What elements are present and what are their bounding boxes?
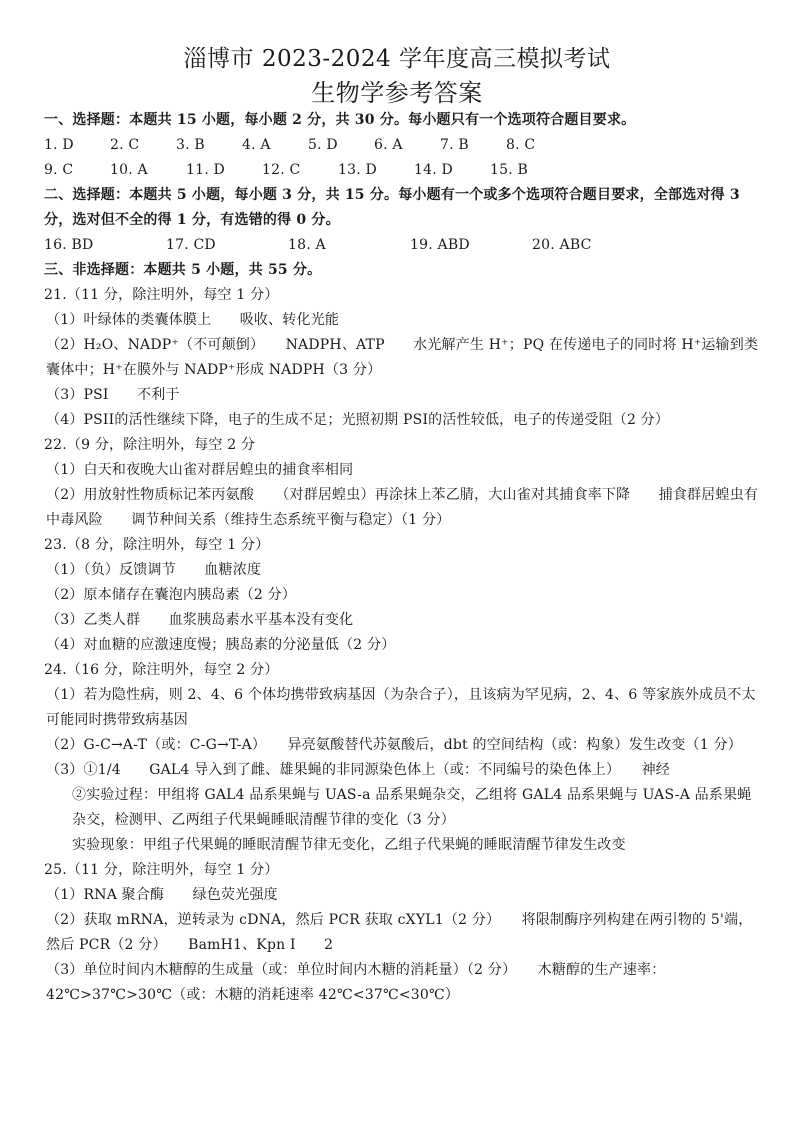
- answer-item: 3. B: [176, 137, 205, 153]
- answer-item: 14. D: [414, 162, 453, 178]
- answer-item: 4. A: [242, 137, 271, 153]
- q23-part3: （3）乙类人群 血浆胰岛素水平基本没有变化: [46, 612, 354, 628]
- section3-heading: 三、非选择题：本题共 5 小题，共 55 分。: [44, 262, 322, 278]
- q23-part4: （4）对血糖的应激速度慢；胰岛素的分泌量低（2 分）: [46, 637, 396, 653]
- answer-item: 5. D: [308, 137, 338, 153]
- answer-item: 19. ABD: [410, 237, 470, 253]
- q25-part3: （3）单位时间内木糖醇的生成量（或：单位时间内木糖的消耗量）（2 分） 木糖醇的生产速率：42℃>37℃>30℃（或：木糖的消耗速率 42℃<37℃<30℃）: [46, 962, 666, 1003]
- q21-part3: （3）PSI 不利于: [46, 387, 180, 403]
- answer-item: 18. A: [288, 237, 326, 253]
- q24-part2: （2）G-C→A-T（或：C-G→T-A） 异亮氨酸替代苏氨酸后，dbt 的空间结构（或：构象）发生改变（1 分）: [46, 737, 742, 753]
- answer-item: 8. C: [506, 137, 536, 153]
- answer-item: 9. C: [44, 162, 74, 178]
- q24-head: 24.（16 分，除注明外，每空 2 分）: [44, 662, 279, 678]
- section1-row1: [44, 133, 762, 158]
- section2-answers: [44, 233, 762, 258]
- q24-part4: ②实验过程：甲组将 GAL4 品系果蝇与 UAS-a 品系果蝇杂交，乙组将 GAL4 品系果蝇与 UAS-A 品系果蝇杂交，检测甲、乙两组子代果蝇睡眠清醒节律的变化（3 分）: [72, 787, 752, 828]
- answer-item: 20. ABC: [532, 237, 592, 253]
- q22-part2: （2）用放射性物质标记苯丙氨酸 （对群居蝗虫）再涂抹上苯乙腈，大山雀对其捕食率下降 捕食群居蝗虫有中毒风险 调节种间关系（维持生态系统平衡与稳定）（1 分）: [46, 487, 759, 528]
- answer-item: 2. C: [110, 137, 140, 153]
- q21-part2: （2）H₂O、NADP⁺（不可颠倒） NADPH、ATP 水光解产生 H⁺；PQ 在传递电子的同时将 H⁺运输到类囊体中；H⁺在膜外与 NADP⁺形成 NADPH（3 分）: [46, 337, 759, 378]
- q21-head: 21.（11 分，除注明外，每空 1 分）: [44, 287, 279, 303]
- section2-heading: 二、选择题：本题共 5 小题，每小题 3 分，共 15 分。每小题有一个或多个选项符合题目要求，全部选对得 3 分，选对但不全的得 1 分，有选错的得 0 分。: [44, 187, 740, 228]
- q24-part1: （1）若为隐性病，则 2、4、6 个体均携带致病基因（为杂合子），且该病为罕见病，2、4、6 等家族外成员不太可能同时携带致病基因: [46, 687, 756, 728]
- page-subtitle: 生物学参考答案: [311, 79, 483, 107]
- q23-part1: （1）（负）反馈调节 血糖浓度: [46, 562, 262, 578]
- answer-item: 17. CD: [166, 237, 216, 253]
- q25-part2: （2）获取 mRNA，逆转录为 cDNA，然后 PCR 获取 cXYL1（2 分） 将限制酶序列构建在两引物的 5'端，然后 PCR（2 分） BamH1、Kpn I 2: [46, 912, 753, 953]
- answer-item: 13. D: [338, 162, 377, 178]
- answer-body: [44, 108, 762, 1008]
- section1-heading: 一、选择题：本题共 15 小题，每小题 2 分，共 30 分。每小题只有一个选项符合题目要求。: [44, 112, 636, 128]
- q24-part5: 实验现象：甲组子代果蝇的睡眠清醒节律无变化，乙组子代果蝇的睡眠清醒节律发生改变: [72, 837, 626, 853]
- q23-part2: （2）原本储存在囊泡内胰岛素（2 分）: [46, 587, 297, 603]
- answer-item: 11. D: [186, 162, 225, 178]
- answer-item: 1. D: [44, 137, 74, 153]
- answer-item: 16. BD: [44, 237, 94, 253]
- q25-head: 25.（11 分，除注明外，每空 1 分）: [44, 862, 279, 878]
- section1-row2: [44, 158, 762, 183]
- q21-part1: （1）叶绿体的类囊体膜上 吸收、转化光能: [46, 312, 340, 328]
- answer-item: 12. C: [262, 162, 301, 178]
- q22-part1: （1）白天和夜晚大山雀对群居蝗虫的捕食率相同: [46, 462, 354, 478]
- q23-head: 23.（8 分，除注明外，每空 1 分）: [44, 537, 270, 553]
- q21-part4: （4）PSII的活性继续下降，电子的生成不足；光照初期 PSI的活性较低，电子的传递受阻（2 分）: [46, 412, 670, 428]
- answer-item: 15. B: [490, 162, 529, 178]
- q22-head: 22.（9 分，除注明外，每空 2 分: [44, 437, 256, 453]
- answer-item: 7. B: [440, 137, 469, 153]
- answer-item: 10. A: [110, 162, 148, 178]
- q25-part1: （1）RNA 聚合酶 绿色荧光强度: [46, 887, 278, 903]
- answer-item: 6. A: [374, 137, 403, 153]
- q24-part3: （3）①1/4 GAL4 导入到了雌、雄果蝇的非同源染色体上（或：不同编号的染色体上） 神经: [46, 762, 670, 778]
- page-title: 淄博市 2023-2024 学年度高三模拟考试: [183, 46, 611, 72]
